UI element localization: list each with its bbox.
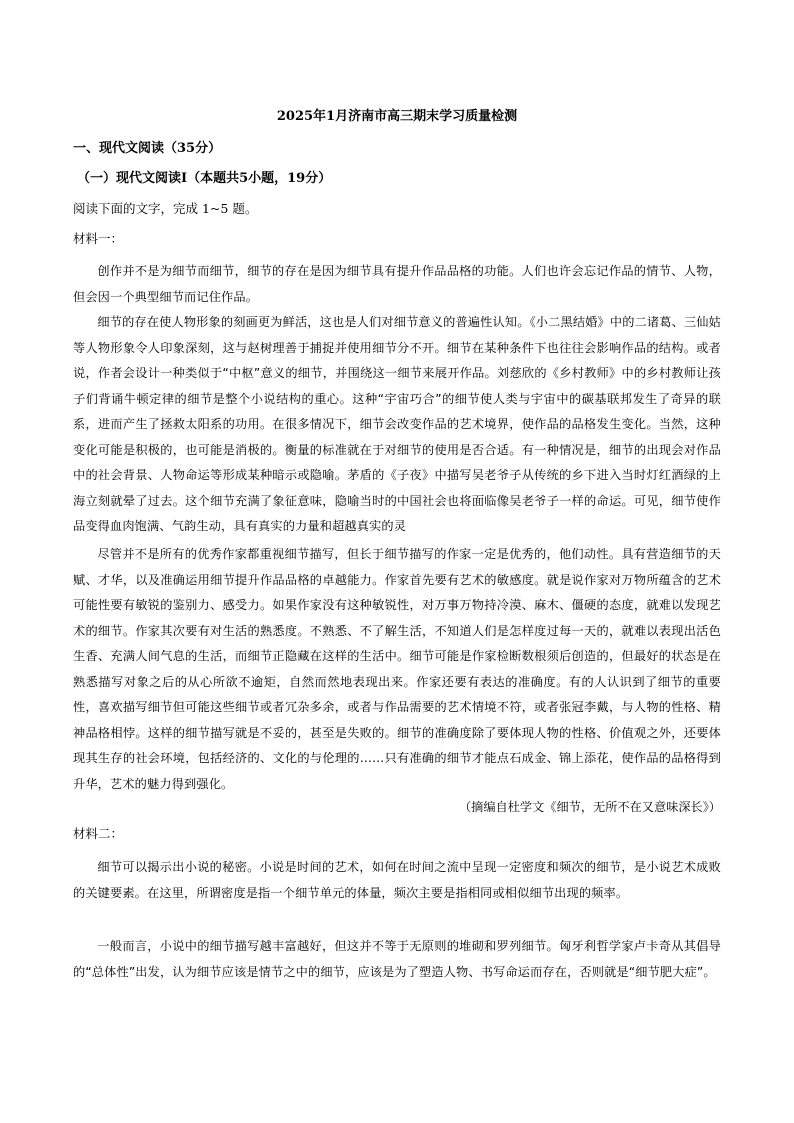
material-one-label: 材料一： [73,231,124,246]
material-one-paragraph: 创作并不是为细节而细节，细节的存在是因为细节具有提升作品品格的功能。人们也许会忘记作品的情节、人物，但会因一个典型细节而记住作品。 [73,264,721,304]
material-two-paragraph: 细节可以揭示出小说的秘密。小说是时间的艺术，如何在时间之流中呈现一定密度和频次的细节，是小说艺术成败的关键要素。在这里，所谓密度是指一个细节单元的体量，频次主要是指相同或相似细节出现的频率。 [73,860,721,900]
reading-instruction: 阅读下面的文字，完成 1~5 题。 [73,201,258,216]
subsection-heading-reading-one: （一）现代文阅读Ⅰ（本题共5小题，19分） [77,171,332,186]
material-one-source: （摘编自杜学文《细节，无所不在又意味深长》） [458,800,721,814]
section-heading-modern-reading: 一、现代文阅读（35分） [73,141,222,156]
material-one-paragraph: 细节的存在使人物形象的刻画更为鲜活，这也是人们对细节意义的普遍性认知。《小二黑结婚》中的二诸葛、三仙姑等人物形象令人印象深刻，这与赵树理善于捕捉并使用细节分不开。细节在某种条件下也往往会影响作品的结构。或者说，作者会设计一种类似于“中枢”意义的细节，并围绕这一细节来展开作品。刘慈欣的《乡村教师》中的乡村教师让孩子们背诵牛顿定律的细节是整个小说结构的重心。这种“宇宙巧合”的细节使人类与宇宙中的碳基联邦发生了奇异的联系，进而产生了拯救太阳系的功用。在很多情况下，细节会改变作品的艺术境界，使作品的品格发生变化。当然，这种变化可能是积极的，也可能是消极的。衡量的标准就在于对细节的使用是否合适。有一种情况是，细节的出现会对作品中的社会背景、人物命运等形成某种暗示或隐喻。茅盾的《子夜》中描写吴老爷子从传统的乡下进入当时灯红酒绿的上海立刻就晕了过去。这个细节充满了象征意味，隐喻当时的中国社会也将面临像吴老爷子一样的命运。可见，细节使作品变得血肉饱满、气韵生动，具有真实的力量和超越真实的灵 [73,315,721,533]
material-two-paragraph: 一般而言，小说中的细节描写越丰富越好，但这并不等于无原则的堆砌和罗列细节。匈牙利哲学家卢卡奇从其倡导的“总体性”出发，认为细节应该是情节之中的细节，应该是为了塑造人物、书写命运而存在，否则就是“细节肥大症”。 [73,939,721,979]
document-page [73,0,721,1123]
document-title: 2025年1月济南市高三期末学习质量检测 [276,109,518,124]
material-one-paragraph: 尽管并不是所有的优秀作家都重视细节描写，但长于细节描写的作家一定是优秀的，他们动性。具有营造细节的天赋、才华，以及准确运用细节提升作品品格的卓越能力。作家首先要有艺术的敏感度。就是说作家对万物所蕴含的艺术可能性要有敏锐的鉴别力、感受力。如果作家没有这种敏锐性，对万事万物持冷漠、麻木、僵硬的态度，就难以发现艺术的细节。作家其次要有对生活的熟悉度。不熟悉、不了解生活，不知道人们是怎样度过每一天的，就难以表现出活色生香、充满人间气息的生活，而细节正隐藏在这样的生活中。细节可能是作家检断数根须后创造的，但最好的状态是在熟悉描写对象之后的从心所欲不逾矩，自然而然地表现出来。作家还要有表达的准确度。有的人认识到了细节的重要性，喜欢描写细节但可能这些细节或者冗杂多余，或者与作品需要的艺术情境不符，或者张冠李戴，与人物的性格、精神品格相悖。这样的细节描写就是不妥的，甚至是失败的。细节的准确度除了要体现人物的性格、价值观之外，还要体现其生存的社会环境，包括经济的、文化的与伦理的……只有准确的细节才能点石成金、锦上添花，使作品的品格得到升华，艺术的魅力得到强化。 [73,547,721,791]
material-two-label: 材料二： [73,826,124,841]
